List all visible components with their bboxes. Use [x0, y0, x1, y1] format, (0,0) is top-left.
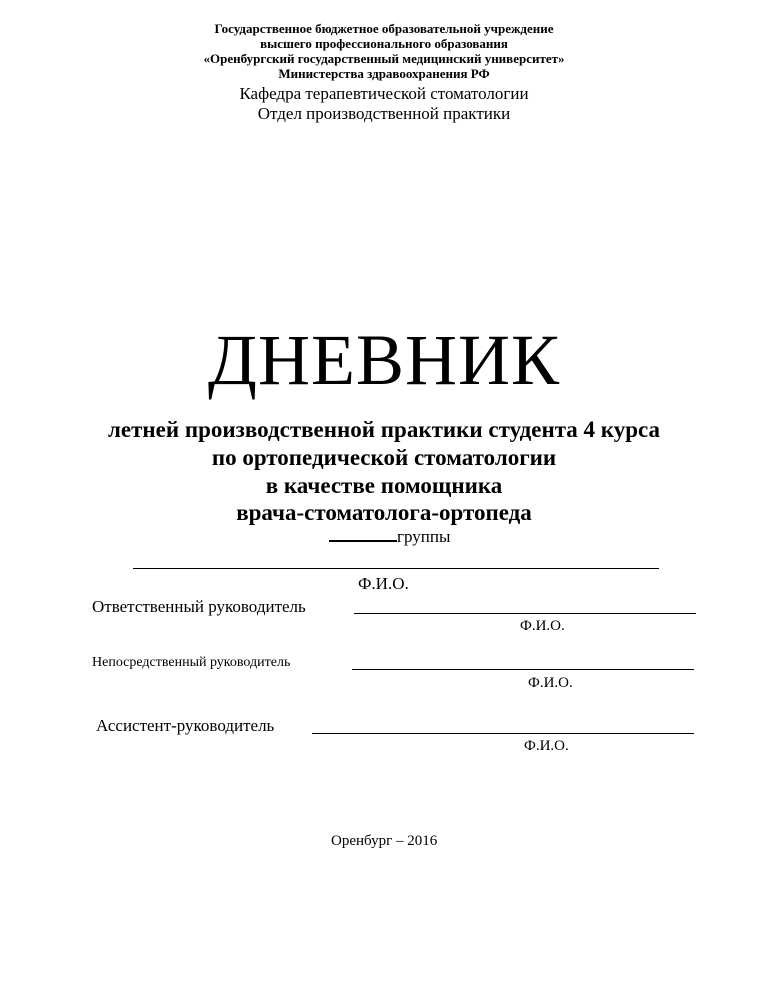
responsible-supervisor-caption: Ф.И.О.: [520, 618, 565, 634]
assistant-supervisor-line[interactable]: [312, 733, 694, 734]
assistant-supervisor-label: Ассистент-руководитель: [96, 716, 275, 735]
group-field: [329, 527, 450, 547]
document-title: ДНЕВНИК: [207, 320, 561, 400]
direct-supervisor-label: Непосредственный руководитель: [92, 655, 291, 670]
responsible-supervisor-line[interactable]: [354, 613, 696, 614]
subtitle-line2: по ортопедической стоматологии: [211, 445, 557, 470]
header-institution-line1: Государственное бюджетное образовательной учреждение: [214, 21, 554, 36]
header-department: Кафедра терапевтической стоматологии: [239, 84, 529, 103]
responsible-supervisor-label: Ответственный руководитель: [92, 597, 306, 616]
assistant-supervisor-caption: Ф.И.О.: [524, 738, 569, 754]
direct-supervisor-line[interactable]: [352, 669, 694, 670]
group-blank[interactable]: [329, 540, 397, 542]
subtitle-line4: врача-стоматолога-ортопеда: [236, 500, 532, 525]
header-practice-office: Отдел производственной практики: [257, 104, 511, 123]
group-label: группы: [397, 527, 451, 546]
student-fio-caption: Ф.И.О.: [358, 574, 409, 593]
student-name-line[interactable]: [133, 568, 659, 569]
subtitle-line1: летней производственной практики студента 4 курса: [107, 417, 661, 442]
subtitle-line3: в качестве помощника: [265, 473, 503, 498]
header-institution-line3: «Оренбургский государственный медицинский университет»: [203, 51, 565, 66]
header-ministry: Министерства здравоохранения РФ: [278, 66, 490, 81]
direct-supervisor-caption: Ф.И.О.: [528, 675, 573, 691]
header-institution-line2: высшего профессионального образования: [260, 36, 508, 51]
footer-city-year: Оренбург – 2016: [331, 833, 438, 849]
